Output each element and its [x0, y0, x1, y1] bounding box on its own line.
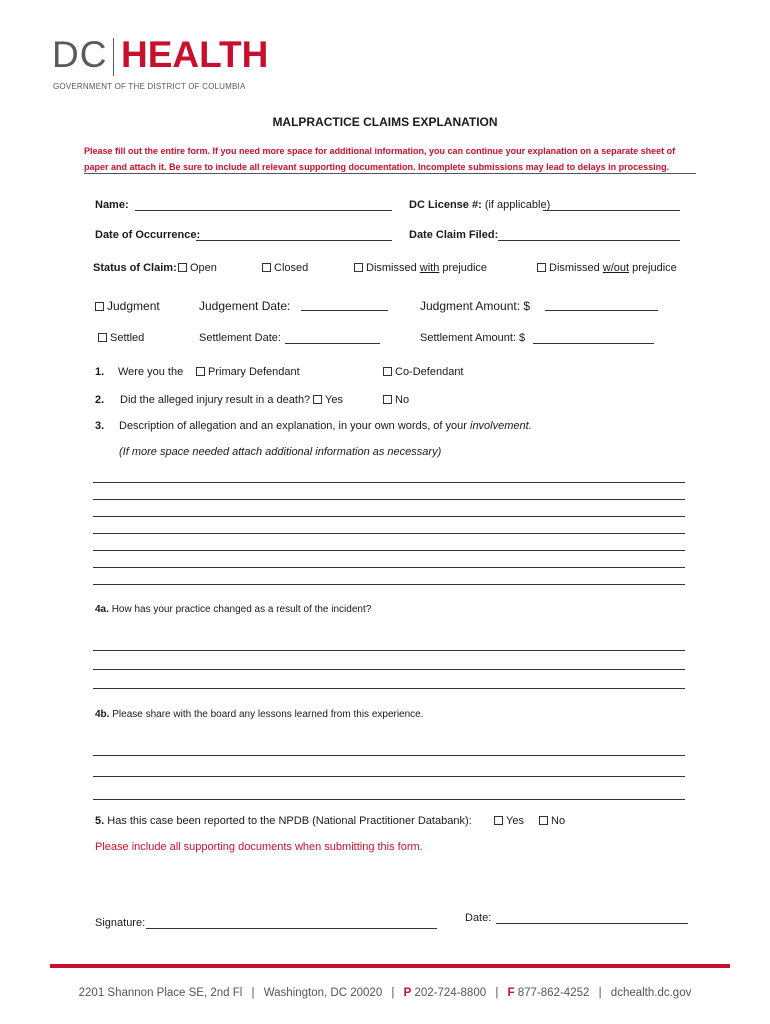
q2-yes-label: Yes: [325, 394, 343, 406]
footer-fax-prefix: F: [507, 987, 515, 999]
status-closed[interactable]: [262, 262, 308, 274]
form-title: MALPRACTICE CLAIMS EXPLANATION: [272, 115, 498, 129]
name-label: Name:: [95, 199, 129, 211]
q5-yes-option[interactable]: [494, 815, 524, 827]
q3-answer-line[interactable]: [93, 567, 685, 568]
footer-red-bar: [50, 964, 730, 968]
q3-number: 3.: [95, 420, 105, 432]
q2-number: 2.: [95, 394, 105, 406]
q3-answer-line[interactable]: [93, 482, 685, 483]
judgment-label: Judgment: [107, 299, 160, 313]
checkbox-icon[interactable]: [178, 263, 187, 272]
q1-number: 1.: [95, 366, 105, 378]
checkbox-icon[interactable]: [383, 395, 392, 404]
q1-primary-label: Primary Defendant: [208, 366, 300, 378]
signature-label: Signature:: [95, 917, 146, 929]
occurrence-field[interactable]: [196, 229, 392, 241]
q4b-text: Please share with the board any lessons learned from this experience.: [112, 709, 424, 720]
checkbox-icon[interactable]: [262, 263, 271, 272]
footer-phone-prefix: P: [403, 987, 412, 999]
settled-label: Settled: [110, 332, 145, 344]
form-instructions: Please fill out the entire form. If you need more space for additional information, you can continue your explanation on a separate sheet of paper and attach it. Be sure to include all relevant supporting documentation. Incomplete submissions may lead to delays in processing.: [84, 146, 676, 172]
q2-no-option[interactable]: [383, 394, 409, 406]
footer-website[interactable]: dchealth.dc.gov: [610, 987, 692, 999]
q3-answer-line[interactable]: [93, 533, 685, 534]
checkbox-icon[interactable]: [383, 367, 392, 376]
status-open[interactable]: [178, 262, 217, 274]
judgement-date-label: Judgement Date:: [199, 299, 291, 313]
judgment-amount-field[interactable]: [545, 299, 658, 311]
status-dismissed-without[interactable]: [537, 262, 677, 274]
checkbox-icon[interactable]: [98, 333, 107, 342]
supporting-docs-note: Please include all supporting documents when submitting this form.: [95, 841, 423, 853]
settled-option[interactable]: [98, 332, 144, 344]
q4a-answer-line[interactable]: [93, 688, 685, 689]
settlement-date-field[interactable]: [285, 332, 380, 344]
judgement-date-field[interactable]: [301, 299, 388, 311]
q3-note: (If more space needed attach additional information as necessary): [119, 446, 442, 458]
q1-text: Were you the: [118, 366, 184, 378]
q4a-row: [95, 604, 371, 615]
q5-text: Has this case been reported to the NPDB (National Practitioner Databank):: [107, 815, 472, 827]
judgment-option[interactable]: [95, 299, 160, 313]
license-field[interactable]: [543, 199, 680, 211]
dismissed-with-pre: Dismissed: [366, 262, 420, 274]
footer-fax: 877-862-4252: [517, 987, 590, 999]
logo-subtitle: GOVERNMENT OF THE DISTRICT OF COLUMBIA: [53, 82, 246, 91]
footer-separator: |: [251, 987, 255, 999]
license-hint: (if applicable): [484, 199, 551, 211]
checkbox-icon[interactable]: [537, 263, 546, 272]
q4a-text: How has your practice changed as a result of the incident?: [111, 604, 372, 615]
footer-separator: |: [391, 987, 395, 999]
q3-answer-line[interactable]: [93, 499, 685, 500]
logo-health: HEALTH: [121, 34, 269, 75]
q4b-answer-line[interactable]: [93, 776, 685, 777]
q1-co-label: Co-Defendant: [395, 366, 464, 378]
dismissed-with-u: with: [419, 262, 440, 274]
q3-answer-line[interactable]: [93, 516, 685, 517]
dismissed-with-post: prejudice: [439, 262, 488, 274]
claim-filed-field[interactable]: [498, 229, 680, 241]
dismissed-wo-pre: Dismissed: [549, 262, 603, 274]
q4a-answer-line[interactable]: [93, 669, 685, 670]
footer-separator: |: [495, 987, 499, 999]
dismissed-wo-post: prejudice: [629, 262, 677, 274]
date-field[interactable]: [496, 912, 688, 924]
q1-co-option[interactable]: [383, 366, 464, 378]
footer-address: 2201 Shannon Place SE, 2nd Fl: [78, 987, 243, 999]
q5-row: [95, 815, 472, 827]
status-label: Status of Claim:: [93, 262, 177, 274]
dismissed-wo-u: w/out: [602, 262, 630, 274]
checkbox-icon[interactable]: [494, 816, 503, 825]
status-row: [93, 262, 177, 274]
footer-phone: 202-724-8800: [414, 987, 487, 999]
q3-answer-line[interactable]: [93, 584, 685, 585]
claim-filed-label: Date Claim Filed:: [409, 229, 499, 241]
settlement-amount-label: Settlement Amount: $: [420, 332, 526, 344]
date-label: Date:: [465, 912, 492, 924]
footer-city: Washington, DC 20020: [263, 987, 383, 999]
settlement-amount-field[interactable]: [533, 332, 654, 344]
signature-field[interactable]: [146, 917, 437, 929]
status-dismissed-with[interactable]: [354, 262, 487, 274]
header-rule: [84, 173, 696, 174]
q4b-row: [95, 709, 424, 720]
license-row: [409, 199, 550, 211]
q2-text: Did the alleged injury result in a death?: [120, 394, 311, 406]
checkbox-icon[interactable]: [95, 302, 104, 311]
q1-primary-option[interactable]: [196, 366, 300, 378]
occurrence-label: Date of Occurrence:: [95, 229, 201, 241]
q4b-answer-line[interactable]: [93, 755, 685, 756]
q4b-number: 4b.: [95, 709, 110, 720]
footer-contact: [0, 987, 770, 999]
checkbox-icon[interactable]: [539, 816, 548, 825]
q3-italic: involvement.: [470, 420, 532, 432]
q4a-number: 4a.: [95, 604, 109, 615]
q4b-answer-line[interactable]: [93, 799, 685, 800]
logo-divider: [113, 38, 114, 76]
status-open-label: Open: [190, 262, 217, 274]
footer-separator: |: [598, 987, 602, 999]
status-closed-label: Closed: [274, 262, 309, 274]
settlement-date-label: Settlement Date:: [199, 332, 281, 344]
q3-text: Description of allegation and an explanation, in your own words, of your: [119, 420, 467, 432]
checkbox-icon[interactable]: [313, 395, 322, 404]
checkbox-icon[interactable]: [196, 367, 205, 376]
logo-dc: DC: [52, 34, 108, 75]
name-field[interactable]: [135, 199, 392, 211]
license-label: DC License #:: [409, 199, 482, 211]
q4a-answer-line[interactable]: [93, 650, 685, 651]
q5-no-label: No: [551, 815, 566, 827]
q3-answer-line[interactable]: [93, 550, 685, 551]
judgment-amount-label: Judgment Amount: $: [420, 299, 531, 313]
q2-yes-option[interactable]: [313, 394, 343, 406]
q2-no-label: No: [395, 394, 410, 406]
q5-no-option[interactable]: [539, 815, 565, 827]
q5-yes-label: Yes: [506, 815, 524, 827]
q5-number: 5.: [95, 815, 105, 827]
q3-row: [119, 420, 532, 432]
checkbox-icon[interactable]: [354, 263, 363, 272]
